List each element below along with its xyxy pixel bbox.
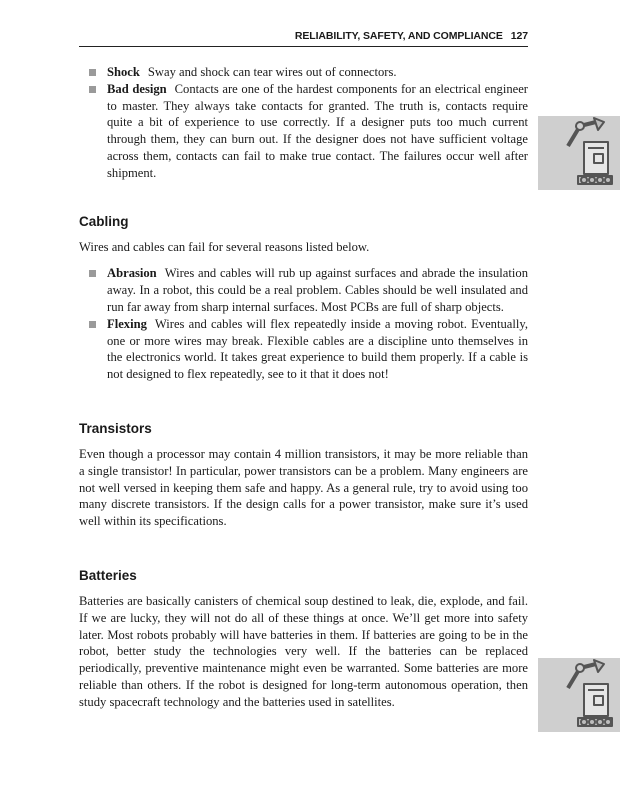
page-number: 127: [510, 30, 528, 42]
list-item-term: Abrasion: [107, 266, 157, 281]
square-bullet-icon: [89, 270, 96, 277]
robot-thumb-tab-bottom: [538, 658, 620, 732]
section-heading-batteries: Batteries: [79, 567, 137, 583]
section-heading-cabling: Cabling: [79, 213, 129, 229]
page-content: [79, 64, 528, 711]
square-bullet-icon: [89, 321, 96, 328]
list-item-text: Wires and cables will flex repeatedly inside a moving robot. Eventually, one or more wires may break. Flexible cables are a discipline unto themselves in the electronics world. It takes great experience to build them properly. If a cable is not designed to flex repeatedly, see to it that it does not!: [107, 316, 528, 382]
robot-icon: [538, 658, 620, 732]
intro-bullet-list: [79, 64, 528, 182]
square-bullet-icon: [89, 69, 96, 76]
robot-icon: [538, 116, 620, 190]
running-head: [79, 30, 528, 47]
transistors-paragraph: Even though a processor may contain 4 million transistors, it may be more reliable than a single transistor! In particular, power transistors can be a problem. Many engineers are not well versed in keeping them safe and happy. As a general rule, try to avoid using too many discrete transistors. If the design calls for a power transistor, make sure it’s used well within its specifications.: [79, 446, 528, 529]
list-item: [79, 64, 528, 81]
list-item: [79, 81, 528, 182]
square-bullet-icon: [89, 86, 96, 93]
robot-thumb-tab-top: [538, 116, 620, 190]
list-item-text: Sway and shock can tear wires out of connectors.: [147, 65, 397, 79]
list-item-text: Wires and cables will rub up against surfaces and abrade the insulation away. In a robot, this could be a real problem. Cables should be well insulated and run far away from sharp internal surfaces. Most PCBs are full of sharp objects.: [107, 266, 528, 314]
list-item: [79, 265, 528, 315]
cabling-intro: Wires and cables can fail for several reasons listed below.: [79, 239, 370, 254]
list-item-term: Bad design: [107, 81, 167, 96]
cabling-bullet-list: [79, 265, 528, 383]
running-head-title: RELIABILITY, SAFETY, AND COMPLIANCE: [294, 30, 503, 42]
batteries-paragraph: Batteries are basically canisters of chemical soup destined to leak, die, explode, and fail. If we are lucky, they will not do all of these things at once. We’ll get more into safety later. Most robots probably will have batteries in them. If batteries are going to be in the robot, better study the technologies very well. If the batteries can be replaced periodically, preventive maintenance might even be warranted. Some batteries are more reliable than others. If the robot is designed for long-term autonomous operation, then study spacecraft technology and the batteries used in satellites.: [79, 593, 528, 709]
list-item-term: Shock: [107, 65, 140, 79]
list-item: [79, 316, 528, 383]
section-heading-transistors: Transistors: [79, 420, 152, 436]
list-item-term: Flexing: [107, 316, 147, 331]
list-item-text: Contacts are one of the hardest components for an electrical engineer to master. They always take contacts for granted. The truth is, contacts require quite a bit of experience to use correctly. If a designer puts too much current through them, they can burn out. If the designer does not have sufficient voltage across them, contacts can fail to make true contact. The failures occur well after shipment.: [107, 81, 528, 180]
